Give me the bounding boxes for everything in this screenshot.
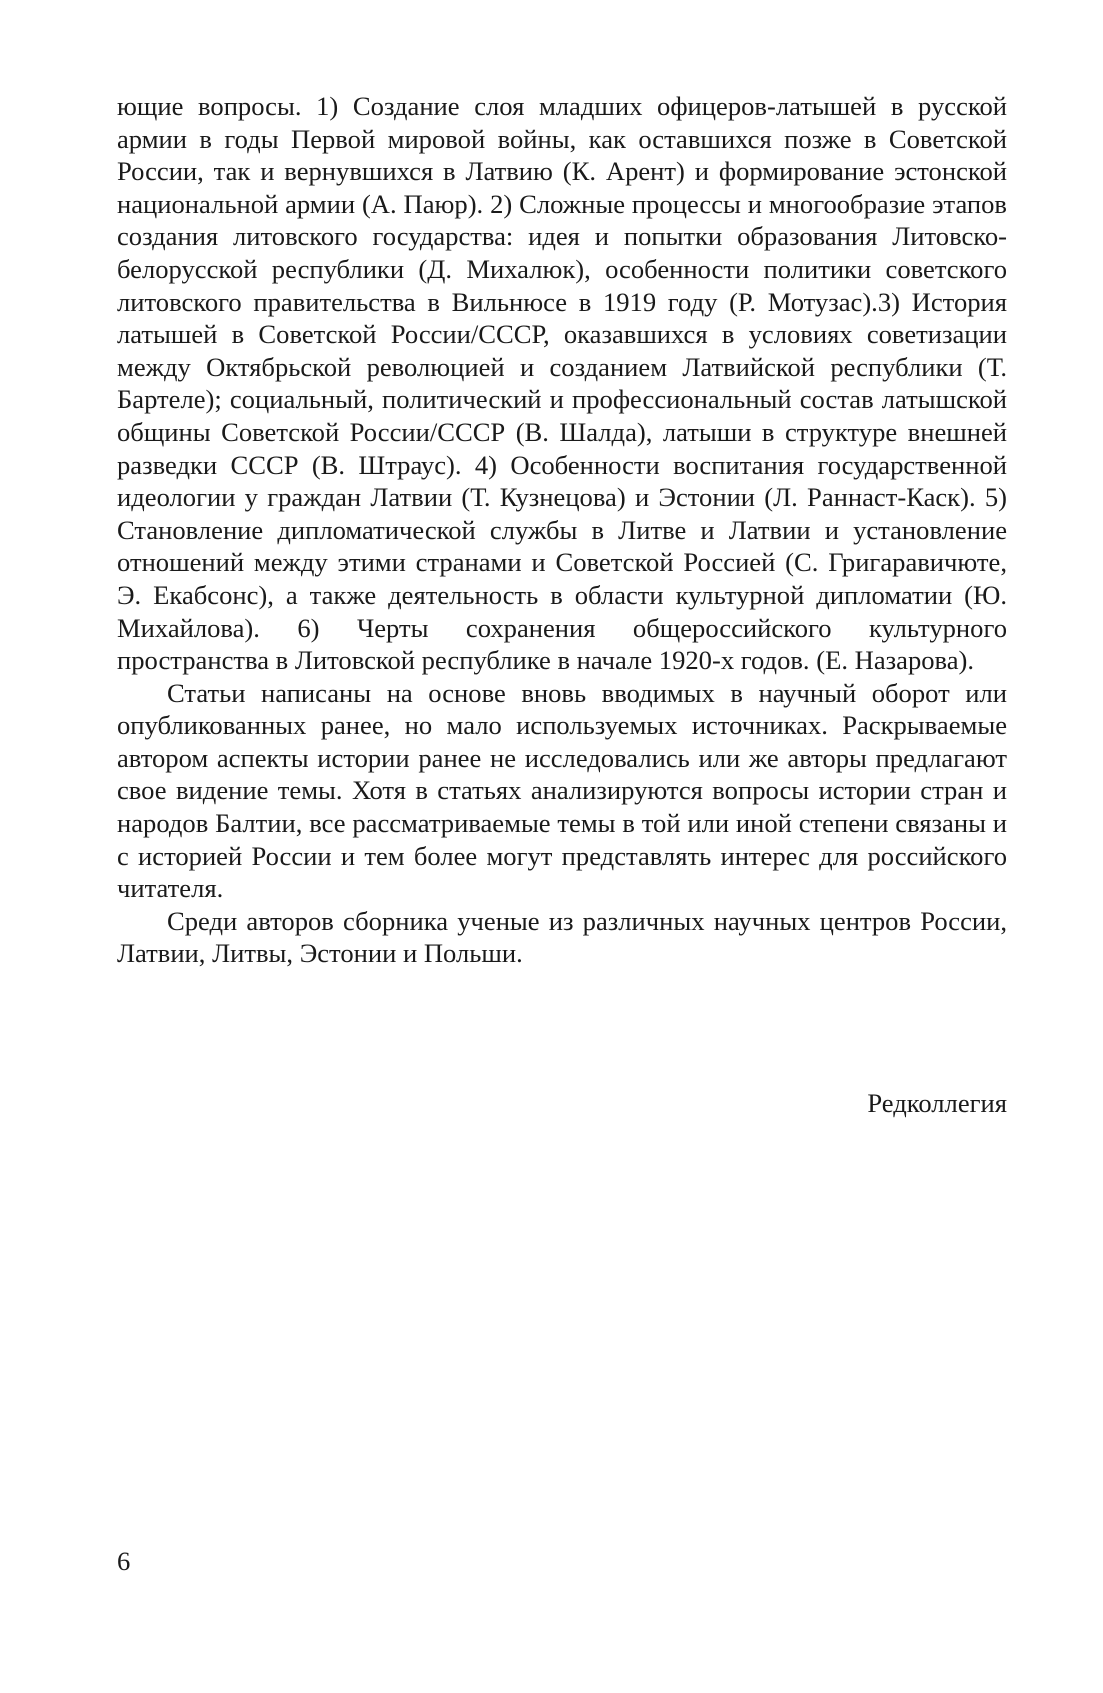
paragraph-sources: Статьи написаны на основе вновь вводимых в научный оборот или опубликованных ранее, но мало используемых источниках. Раскрываемые автором аспекты истории ранее не исследовались или же авторы предлагают свое видение темы. Хотя в статьях анализируются вопросы истории стран и народов Балтии, все рассматриваемые темы в той или иной степени связаны и с историей России и тем более могут представлять интерес для российского читателя. bbox=[117, 677, 1007, 904]
page-number: 6 bbox=[117, 1546, 131, 1576]
paragraph-continuation: ющие вопросы. 1) Создание слоя младших офицеров-латышей в русской армии в годы Первой мировой войны, как оставшихся позже в Советской России, так и вернувшихся в Латвию (К. Арент) и формирование эстонской национальной армии (А. Паюр). 2) Сложные процессы и многообразие этапов создания литовского государства: идея и попытки образования Литовско-белорусской республики (Д. Михалюк), особенности политики советского литовского правительства в Вильнюсе в 1919 году (Р. Мотузас).3) История латышей в Советской России/СССР, оказавшихся в условиях советизации между Октябрьской революцией и созданием Латвийской республики (Т. Бартеле); социальный, политический и профессиональный состав латышской общины Советской России/СССР (В. Шалда), латыши в структуре внешней разведки СССР (В. Штраус). 4) Особенности воспитания государственной идеологии у граждан Латвии (Т. Кузнецова) и Эстонии (Л. Раннаст-Каск). 5) Становление дипломатической службы в Литве и Латвии и установление отношений между этими странами и Советской Россией (С. Григаравичюте, Э. Екабсонс), а также деятельность в области культурной дипломатии (Ю. Михайлова). 6) Черты сохранения общероссийского культурного пространства в Литовской республике в начале 1920-х годов. (Е. Назарова). bbox=[117, 91, 1007, 676]
paragraph-authors: Среди авторов сборника ученые из различных научных центров России, Латвии, Литвы, Эстонии и Польши. bbox=[117, 905, 1007, 969]
page-body bbox=[117, 90, 1007, 970]
editorial-signature: Редколлегия bbox=[867, 1088, 1007, 1118]
